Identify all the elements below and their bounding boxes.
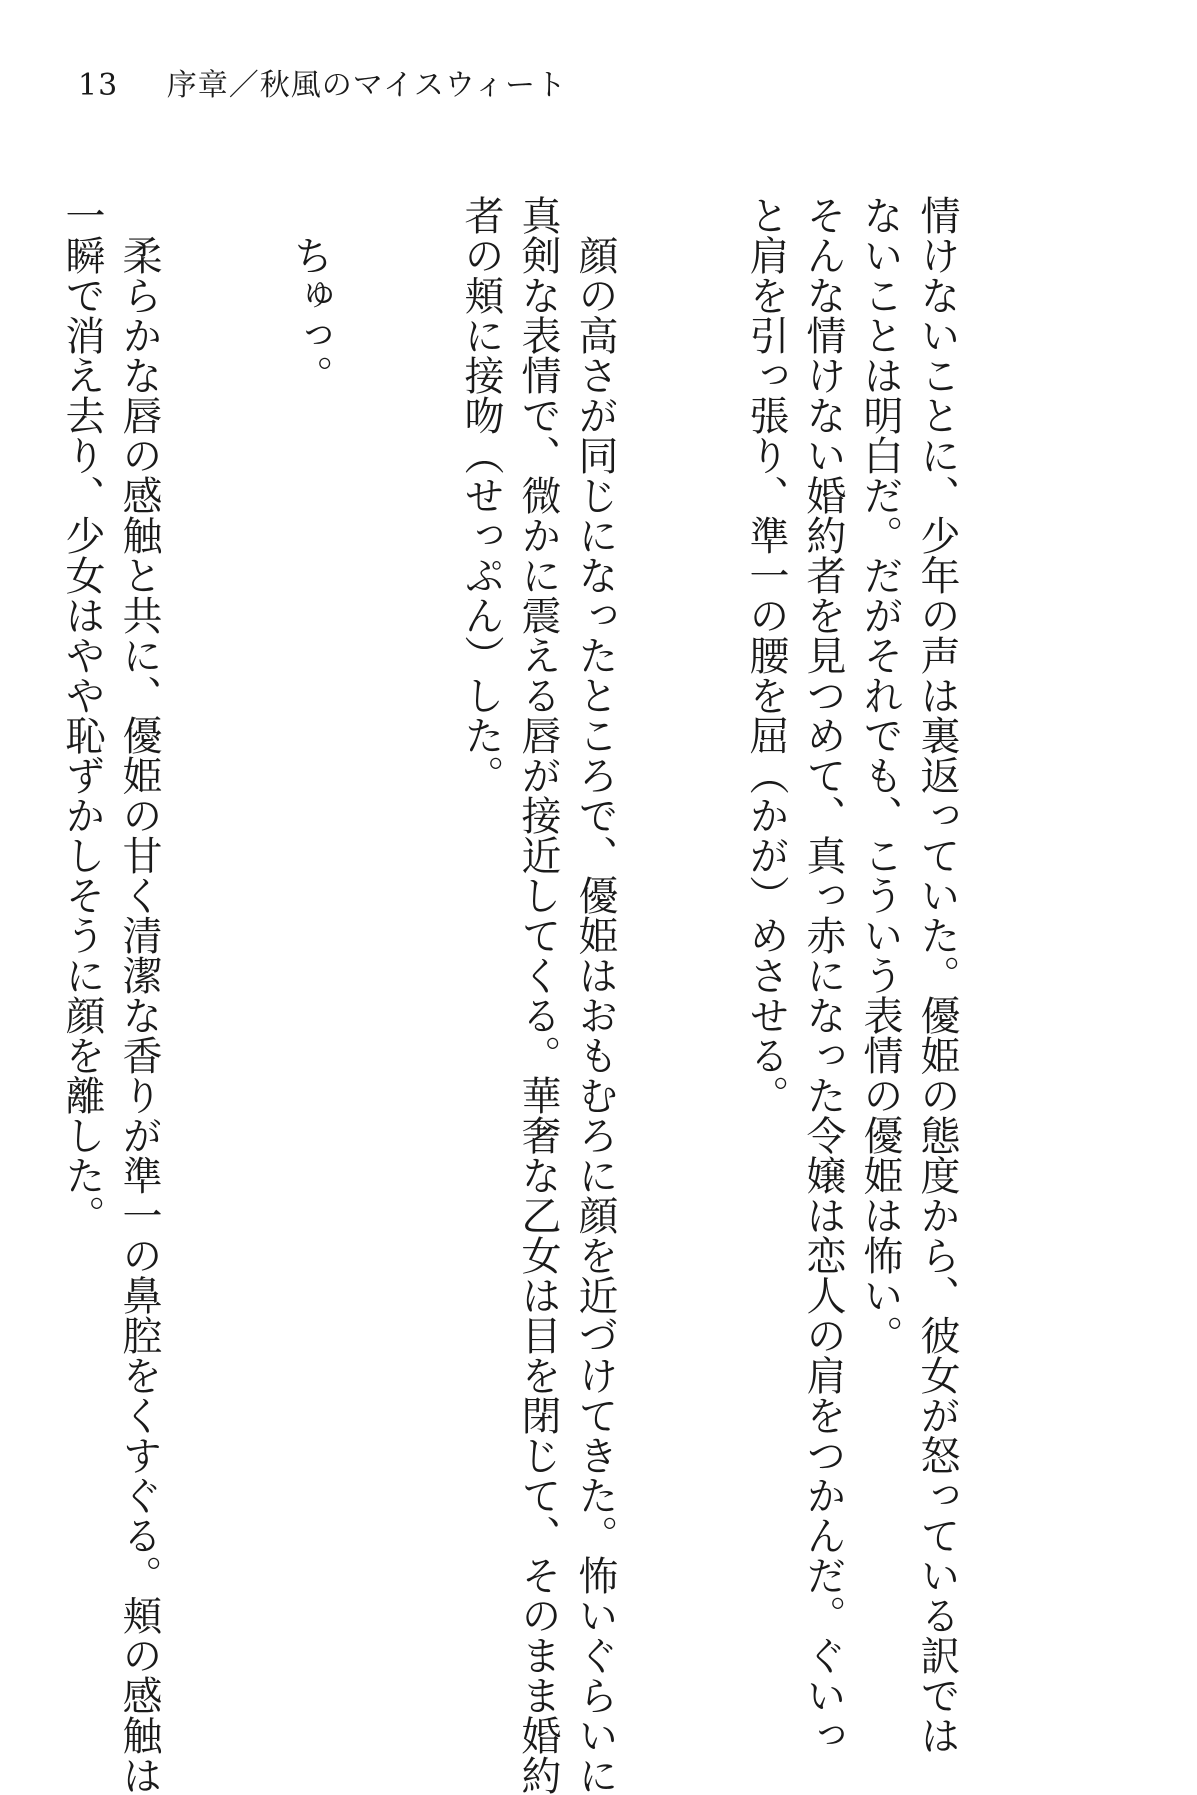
paragraph: 柔らかな唇の感触と共に、優姫の甘く清潔な香りが準一の鼻腔をくすぐる。頬の感触は 一瞬で消え去り、少女はやや恥ずかしそうに顔を離した。 (59, 195, 162, 1795)
paragraph: 顔の高さが同じになったところで、優姫はおもむろに顔を近づけてきた。怖いぐらいに 真剣な表情で、微かに震える唇が接近してくる。華奢な乙女は目を閉じて、そのまま婚約 者の頬に接吻（せっぷん）した。 (458, 195, 618, 1795)
running-header (78, 60, 567, 104)
body-text (0, 195, 1079, 1795)
paragraph: ちゅっ。 (287, 235, 333, 395)
paragraph: 情けないことに、少年の声は裏返っていた。優姫の態度から、彼女が怒っている訳では ないことは明白だ。だがそれでも、こういう表情の優姫は怖い。 そんな情けない婚約者を見つめて、真っ赤になった令嬢は恋人の肩をつかんだ。ぐいっ と肩を引っ張り、準一の腰を屈（かが）めさせる。 (743, 195, 960, 1755)
page-number: 13 (78, 68, 119, 103)
chapter-title: 序章／秋風のマイスウィート (166, 68, 568, 103)
